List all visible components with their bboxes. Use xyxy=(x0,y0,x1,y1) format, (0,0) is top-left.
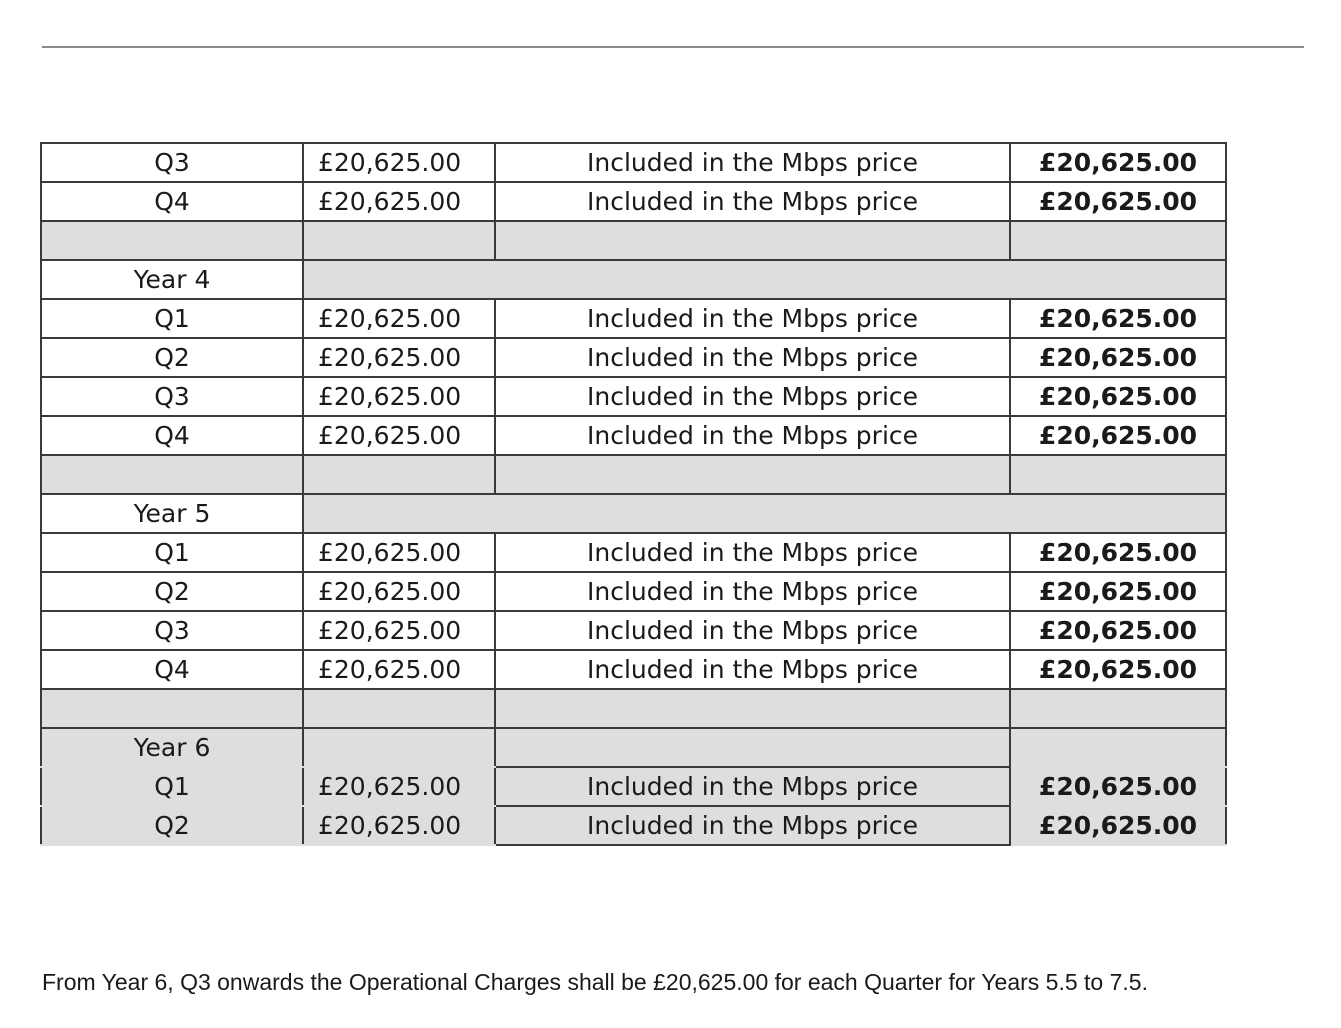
year-span-cell xyxy=(303,260,1226,299)
total-amount: £20,625.00 xyxy=(1010,338,1226,377)
charge-note: Included in the Mbps price xyxy=(495,143,1010,182)
quarter-label: Q1 xyxy=(41,767,303,806)
charge-amount: £20,625.00 xyxy=(303,338,495,377)
quarter-label: Q2 xyxy=(41,806,303,845)
empty-cell xyxy=(1010,728,1226,767)
total-amount: £20,625.00 xyxy=(1010,377,1226,416)
charge-note: Included in the Mbps price xyxy=(495,533,1010,572)
table-row xyxy=(41,650,1226,689)
table-row xyxy=(41,767,1226,806)
table-row xyxy=(41,572,1226,611)
total-amount: £20,625.00 xyxy=(1010,182,1226,221)
quarter-label: Q2 xyxy=(41,572,303,611)
separator-cell xyxy=(303,689,495,728)
separator-cell xyxy=(303,221,495,260)
year-label: Year 4 xyxy=(41,260,303,299)
table-row xyxy=(41,416,1226,455)
year-span-cell xyxy=(303,494,1226,533)
separator-cell xyxy=(41,221,303,260)
total-amount: £20,625.00 xyxy=(1010,416,1226,455)
charge-amount: £20,625.00 xyxy=(303,377,495,416)
total-amount: £20,625.00 xyxy=(1010,806,1226,845)
charge-note: Included in the Mbps price xyxy=(495,572,1010,611)
charge-amount: £20,625.00 xyxy=(303,299,495,338)
charge-note: Included in the Mbps price xyxy=(495,299,1010,338)
total-amount: £20,625.00 xyxy=(1010,143,1226,182)
charge-amount: £20,625.00 xyxy=(303,767,495,806)
charge-note: Included in the Mbps price xyxy=(495,182,1010,221)
quarter-label: Q4 xyxy=(41,416,303,455)
top-rule xyxy=(42,46,1304,48)
separator-row xyxy=(41,221,1226,260)
table-row xyxy=(41,611,1226,650)
separator-row xyxy=(41,689,1226,728)
charge-amount: £20,625.00 xyxy=(303,143,495,182)
separator-cell xyxy=(495,221,1010,260)
year-label: Year 6 xyxy=(41,728,303,767)
quarter-label: Q2 xyxy=(41,338,303,377)
charge-amount: £20,625.00 xyxy=(303,650,495,689)
total-amount: £20,625.00 xyxy=(1010,572,1226,611)
separator-cell xyxy=(41,455,303,494)
total-amount: £20,625.00 xyxy=(1010,611,1226,650)
table-row xyxy=(41,143,1226,182)
separator-cell xyxy=(303,455,495,494)
table-row xyxy=(41,377,1226,416)
separator-cell xyxy=(1010,689,1226,728)
year-row xyxy=(41,494,1226,533)
total-amount: £20,625.00 xyxy=(1010,767,1226,806)
charge-amount: £20,625.00 xyxy=(303,182,495,221)
charge-amount: £20,625.00 xyxy=(303,533,495,572)
charge-note: Included in the Mbps price xyxy=(495,377,1010,416)
empty-cell xyxy=(495,728,1010,767)
separator-cell xyxy=(495,455,1010,494)
separator-cell xyxy=(495,689,1010,728)
empty-cell xyxy=(303,728,495,767)
charge-note: Included in the Mbps price xyxy=(495,650,1010,689)
quarter-label: Q3 xyxy=(41,377,303,416)
table-row xyxy=(41,806,1226,845)
separator-row xyxy=(41,455,1226,494)
table-row xyxy=(41,533,1226,572)
charge-amount: £20,625.00 xyxy=(303,416,495,455)
charge-amount: £20,625.00 xyxy=(303,572,495,611)
charge-note: Included in the Mbps price xyxy=(495,416,1010,455)
table-row xyxy=(41,338,1226,377)
quarter-label: Q3 xyxy=(41,143,303,182)
total-amount: £20,625.00 xyxy=(1010,299,1226,338)
charge-note: Included in the Mbps price xyxy=(495,611,1010,650)
quarter-label: Q4 xyxy=(41,182,303,221)
charge-amount: £20,625.00 xyxy=(303,611,495,650)
charge-note: Included in the Mbps price xyxy=(495,806,1010,845)
charge-note: Included in the Mbps price xyxy=(495,767,1010,806)
year-row xyxy=(41,728,1226,767)
quarter-label: Q1 xyxy=(41,299,303,338)
year-row xyxy=(41,260,1226,299)
footer-note: From Year 6, Q3 onwards the Operational Charges shall be £20,625.00 for each Quarter for Years 5.5 to 7.5. xyxy=(42,969,1148,995)
total-amount: £20,625.00 xyxy=(1010,650,1226,689)
table-body xyxy=(41,143,1226,845)
charge-amount: £20,625.00 xyxy=(303,806,495,845)
separator-cell xyxy=(41,689,303,728)
table-row xyxy=(41,299,1226,338)
charge-note: Included in the Mbps price xyxy=(495,338,1010,377)
quarter-label: Q4 xyxy=(41,650,303,689)
quarter-label: Q1 xyxy=(41,533,303,572)
separator-cell xyxy=(1010,455,1226,494)
total-amount: £20,625.00 xyxy=(1010,533,1226,572)
charges-table xyxy=(40,142,1227,846)
separator-cell xyxy=(1010,221,1226,260)
table-row xyxy=(41,182,1226,221)
year-label: Year 5 xyxy=(41,494,303,533)
quarter-label: Q3 xyxy=(41,611,303,650)
